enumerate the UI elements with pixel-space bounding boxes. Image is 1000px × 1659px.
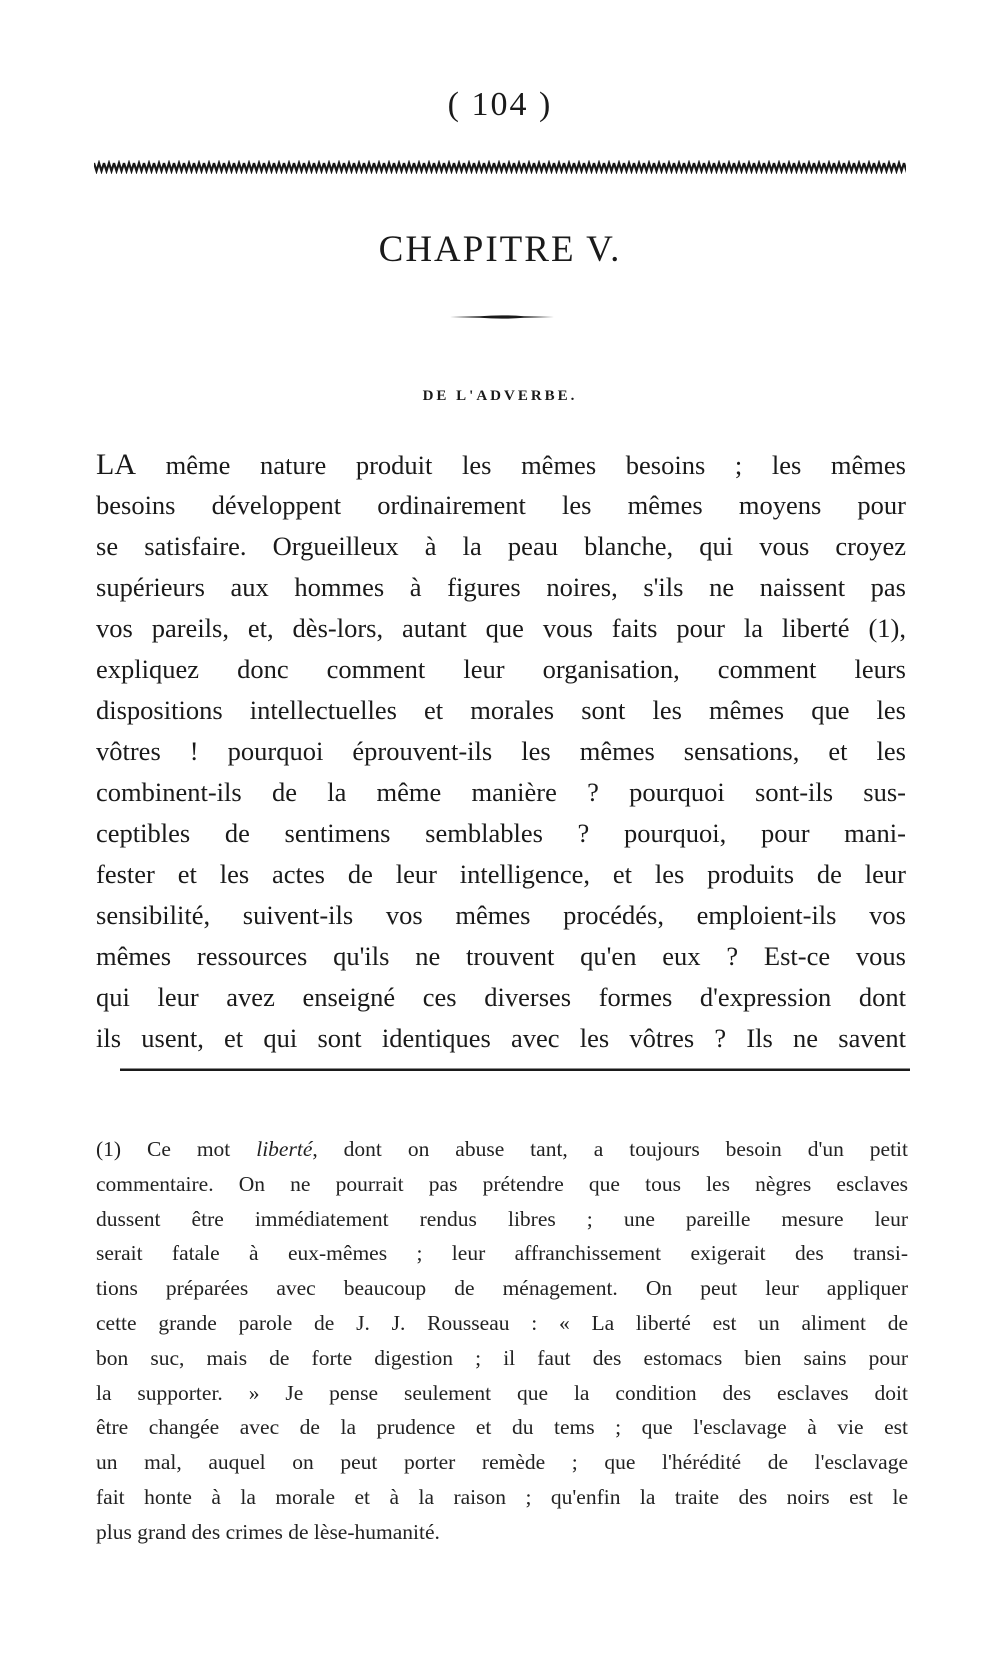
body-line: ils usent, et qui sont identiques avec les vôtres ? Ils ne savent	[96, 1023, 906, 1053]
body-line: supérieurs aux hommes à figures noires, s'ils ne naissent pas	[96, 572, 906, 602]
body-line: besoins développent ordinairement les mêmes moyens pour	[96, 490, 906, 520]
footnote-line: cette grande parole de J. J. Rousseau : « La liberté est un aliment de	[96, 1310, 908, 1335]
footnote-line: commentaire. On ne pourrait pas prétendre que tous les nègres esclaves	[96, 1171, 908, 1196]
body-line: expliquez donc comment leur organisation, comment leurs	[96, 654, 906, 684]
body-line: vos pareils, et, dès-lors, autant que vous faits pour la liberté (1),	[96, 613, 906, 643]
body-line: fester et les actes de leur intelligence, et les produits de leur	[96, 859, 906, 889]
body-line: se satisfaire. Orgueilleux à la peau blanche, qui vous croyez	[96, 531, 906, 561]
footnote-line	[96, 1132, 908, 1167]
footnote-line: dussent être immédiatement rendus libres ; une pareille mesure leur	[96, 1206, 908, 1231]
body-line: ceptibles de sentimens semblables ? pourquoi, pour mani-	[96, 818, 906, 848]
title-rule	[450, 314, 554, 320]
body-line: dispositions intellectuelles et morales sont les mêmes que les	[96, 695, 906, 725]
dropcap: LA	[96, 448, 136, 481]
body-line: sensibilité, suivent-ils vos mêmes procédés, emploient-ils vos	[96, 900, 906, 930]
footnote	[96, 1132, 908, 1550]
footnote-line: un mal, auquel on peut porter remède ; que l'hérédité de l'esclavage	[96, 1450, 908, 1475]
body-text	[96, 444, 906, 1059]
footnote-line: tions préparées avec beaucoup de ménagement. On peut leur appliquer	[96, 1276, 908, 1301]
body-line: mêmes ressources qu'ils ne trouvent qu'en eux ? Est-ce vous	[96, 941, 906, 971]
body-line: combinent-ils de la même manière ? pourquoi sont-ils sus-	[96, 777, 906, 807]
footnote-marker-text: (1) Ce mot	[96, 1137, 257, 1161]
footnote-rule	[120, 1068, 910, 1072]
footnote-line: fait honte à la morale et à la raison ; qu'enfin la traite des noirs est le	[96, 1484, 908, 1509]
body-line: vôtres ! pourquoi éprouvent-ils les mêmes sensations, et les	[96, 736, 906, 766]
footnote-line-rest: , dont on abuse tant, a toujours besoin d'un petit	[312, 1137, 908, 1161]
body-line	[96, 444, 906, 485]
footnote-line: bon suc, mais de forte digestion ; il faut des estomacs bien sains pour	[96, 1345, 908, 1370]
footnote-italic-word: liberté	[256, 1137, 313, 1161]
ornamental-rule	[94, 160, 906, 174]
page-number: ( 104 )	[447, 86, 553, 123]
section-title: DE L'ADVERBE.	[422, 388, 578, 404]
body-line: qui leur avez enseigné ces diverses formes d'expression dont	[96, 982, 906, 1012]
footnote-line: la supporter. » Je pense seulement que la condition des esclaves doit	[96, 1380, 908, 1405]
footnote-line: plus grand des crimes de lèse-humanité.	[96, 1519, 440, 1544]
body-line-rest: même nature produit les mêmes besoins ; les mêmes	[136, 450, 906, 480]
chapter-title: CHAPITRE V.	[378, 229, 622, 270]
footnote-line: serait fatale à eux-mêmes ; leur affranchissement exigerait des transi-	[96, 1241, 908, 1266]
footnote-line: être changée avec de la prudence et du tems ; que l'esclavage à vie est	[96, 1415, 908, 1440]
